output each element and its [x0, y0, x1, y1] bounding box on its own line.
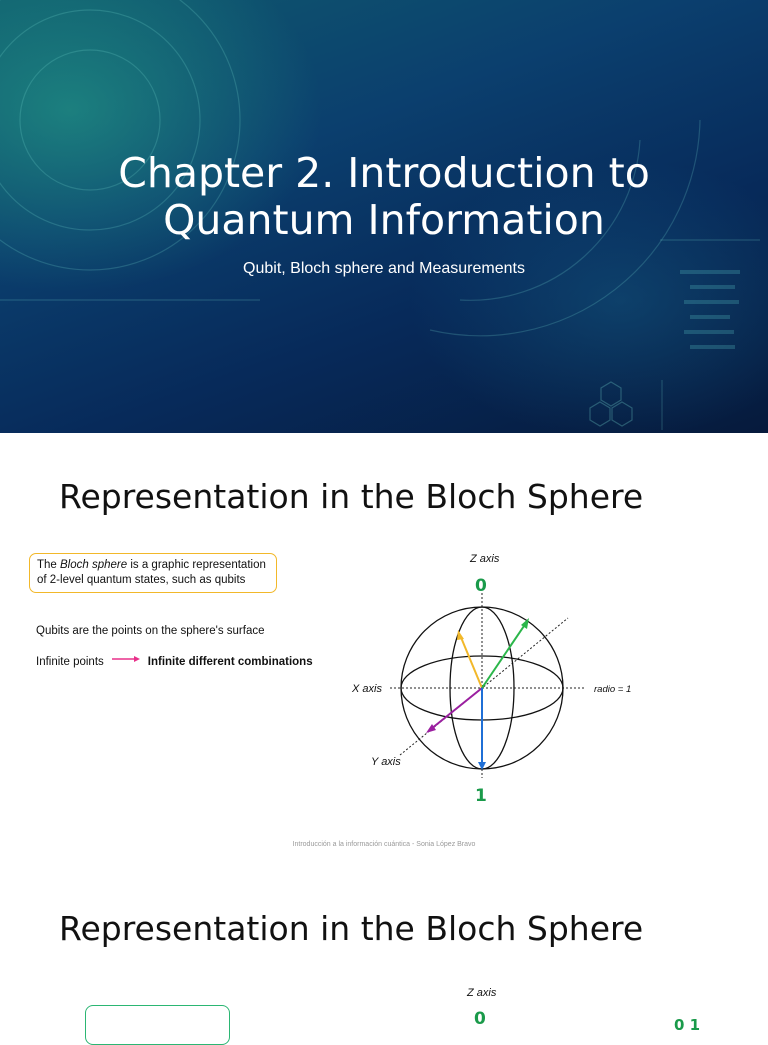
radius-label: radio = 1	[594, 684, 632, 695]
bloch-sphere-slide-2	[0, 863, 768, 1034]
x-axis-label: X axis	[352, 683, 382, 695]
state-zero-label: 0	[475, 576, 487, 596]
slide-footer: Introducción a la información cuántica - Sonia López Bravo	[292, 841, 476, 848]
right-arrow-icon	[112, 653, 140, 665]
qubit-points-text: Qubits are the points on the sphere's surface	[36, 625, 265, 637]
infinite-combinations-label: Infinite different combinations	[147, 656, 313, 668]
definition-callout-2	[85, 1005, 230, 1045]
infinite-line	[36, 656, 313, 668]
title-line-2: Quantum Information	[163, 196, 605, 244]
z-axis-label: Z axis	[470, 553, 500, 565]
title-line-1: Chapter 2. Introduction to	[118, 149, 650, 197]
slide-title	[0, 150, 768, 244]
slide-heading-2: Representation in the Bloch Sphere	[59, 909, 644, 948]
callout-italic-term: Bloch sphere	[60, 559, 128, 571]
infinite-points-label: Infinite points	[36, 656, 104, 668]
bloch-sphere-slide	[0, 433, 768, 863]
callout-text-end: is a graphic representation of 2-level quantum states, such as qubits	[37, 559, 266, 586]
bloch-sphere-diagram	[330, 543, 670, 813]
state-one-label: 1	[475, 786, 487, 806]
callout-text-start: The	[37, 559, 61, 571]
state-zero-label-2: 0	[474, 1009, 486, 1029]
bloch-sphere-diagram-2	[440, 978, 768, 1034]
title-slide	[0, 0, 768, 433]
y-axis-label: Y axis	[371, 756, 401, 768]
slide-heading: Representation in the Bloch Sphere	[59, 477, 644, 516]
slide-subtitle: Qubit, Bloch sphere and Measurements	[243, 260, 525, 277]
partial-state-labels: 0 1	[674, 1016, 701, 1034]
z-axis-label-2: Z axis	[467, 987, 497, 999]
definition-callout	[29, 553, 277, 593]
